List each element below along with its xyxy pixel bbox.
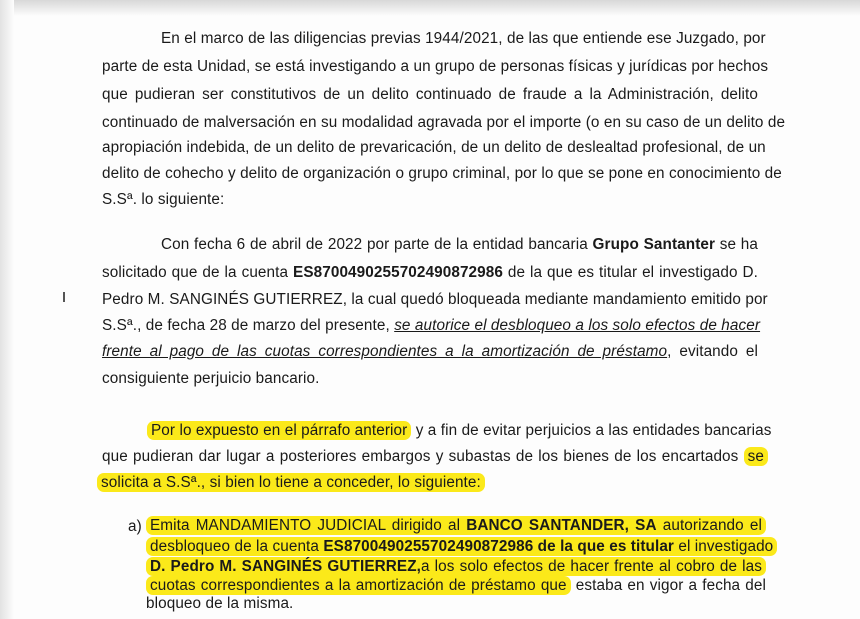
margin-mark [63, 292, 65, 302]
highlight: Emita MANDAMIENTO JUDICIAL dirigido al BANCO SANTANDER, SA autorizando el [146, 516, 766, 535]
list-marker: a) [128, 518, 142, 535]
p1-line-3: que pudieran ser constitutivos de un delito continuado de fraude a la Administración, delito [102, 86, 758, 103]
p2-line-3: Pedro M. SANGINÉS GUTIERREZ, la cual quedó bloqueada mediante mandamiento emitido por [102, 291, 768, 308]
page-left-shadow [0, 0, 14, 619]
highlight: Por lo expuesto en el párrafo anterior [147, 421, 411, 440]
item-a-line-4: cuotas correspondientes a la amortización de préstamo que estaba en vigor a fecha del [146, 574, 766, 598]
p2-line-4: S.Sª., de fecha 28 de marzo del presente, se autorice el desbloqueo a los solo efectos de hacer [102, 317, 761, 334]
highlight: cuotas correspondientes a la amortización de préstamo que [146, 576, 571, 595]
p1-line-4: continuado de malversación en su modalidad agravada por el importe (o en su caso de un delito de [102, 114, 786, 131]
p2-line-5: frente al pago de las cuotas correspondientes a la amortización de préstamo, evitando el [102, 343, 758, 360]
p1-line-2: parte de esta Unidad, se está investigando a un grupo de personas físicas y jurídicas por hechos [102, 58, 769, 75]
highlight: solicita a S.Sª., si bien lo tiene a conceder, lo siguiente: [97, 473, 485, 492]
page-top-shadow [0, 0, 860, 16]
p1-line-1: En el marco de las diligencias previas 1944/2021, de las que entiende ese Juzgado, por [161, 30, 766, 47]
p1-line-5: apropiación indebida, de un delito de prevaricación, de un delito de deslealtad profesional, de un [102, 139, 766, 156]
p3-line-3 [97, 471, 485, 495]
p2-line-6: consiguiente perjuicio bancario. [102, 370, 320, 387]
p2-line-2: solicitado que de la cuenta ES8700490255702490872986 de la que es titular el investigado D. [102, 264, 758, 281]
p3-line-1: Por lo expuesto en el párrafo anterior y a fin de evitar perjuicios a las entidades bancarias [147, 419, 758, 443]
p2-line-1: Con fecha 6 de abril de 2022 por parte de la entidad bancaria Grupo Santanter se ha [161, 236, 759, 253]
highlight: desbloqueo de la cuenta ES8700490255702490872986 de la que es titular el investigado [146, 537, 777, 556]
highlight: se [744, 447, 768, 466]
p1-line-6: delito de cohecho y delito de organización o grupo criminal, por lo que se pone en conocimiento de [102, 165, 782, 182]
highlight: D. Pedro M. SANGINÉS GUTIERREZ,a los solo efectos de hacer frente al cobro de las [146, 557, 766, 576]
p3-line-2: que pudieran dar lugar a posteriores embargos y subastas de los bienes de los encartados se [102, 445, 768, 469]
item-a-line-5: bloqueo de la misma. [146, 595, 294, 612]
p1-line-7: S.Sª. lo siguiente: [102, 191, 225, 208]
